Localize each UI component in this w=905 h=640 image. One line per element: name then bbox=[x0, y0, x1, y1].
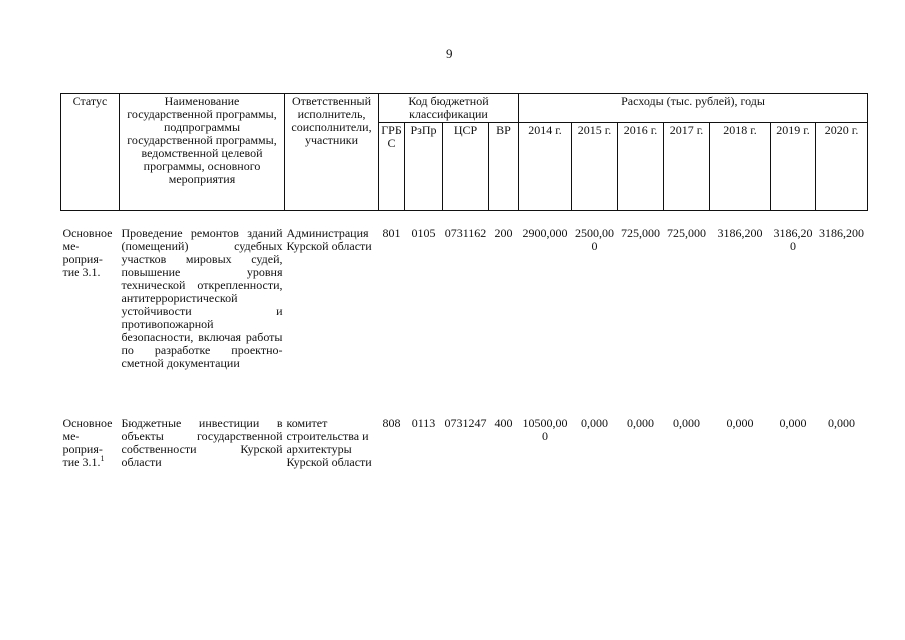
table-row bbox=[61, 225, 868, 415]
table-header bbox=[61, 94, 868, 211]
header-expenses: Расходы (тыс. рублей), годы bbox=[519, 94, 868, 123]
row-responsible: комитет строительства и архитектуры Курской области bbox=[286, 416, 372, 469]
header-year: 2020 г. bbox=[816, 123, 868, 211]
row-value: 0,000 bbox=[726, 416, 754, 430]
row-value: 3186,200 bbox=[773, 226, 813, 253]
row-value: 0,000 bbox=[627, 416, 654, 430]
budget-table bbox=[60, 93, 868, 470]
row-status: Основное ме-роприя-тие 3.1. bbox=[62, 226, 113, 279]
header-vr: ВР bbox=[489, 123, 519, 211]
row-rzpr: 0105 bbox=[411, 226, 436, 240]
header-grbs: ГРБС bbox=[379, 123, 405, 211]
row-value: 3186,200 bbox=[819, 226, 865, 240]
header-year: 2018 г. bbox=[710, 123, 771, 211]
header-csr: ЦСР bbox=[443, 123, 489, 211]
row-value: 725,000 bbox=[667, 226, 706, 240]
header-responsible: Ответственный исполнитель, соисполнители, участники bbox=[285, 94, 379, 211]
header-rzpr: РзПр bbox=[405, 123, 443, 211]
row-value: 10500,000 bbox=[522, 416, 568, 443]
row-value: 2500,000 bbox=[575, 226, 614, 253]
row-value: 2900,000 bbox=[522, 226, 568, 240]
row-responsible: Администрация Курской области bbox=[286, 226, 372, 253]
header-year: 2017 г. bbox=[664, 123, 710, 211]
row-value: 725,000 bbox=[621, 226, 660, 240]
table-body bbox=[61, 211, 868, 471]
row-value: 0,000 bbox=[779, 416, 807, 430]
row-value: 0,000 bbox=[673, 416, 700, 430]
page-number: 9 bbox=[446, 46, 453, 61]
header-year: 2016 г. bbox=[618, 123, 664, 211]
header-status: Статус bbox=[61, 94, 120, 211]
header-year: 2019 г. bbox=[771, 123, 816, 211]
row-rzpr: 0113 bbox=[411, 416, 436, 430]
header-budget-code: Код бюджетной классификации bbox=[379, 94, 519, 123]
row-grbs: 808 bbox=[382, 416, 401, 430]
row-value: 0,000 bbox=[581, 416, 608, 430]
row-status: Основное ме-роприя-тие 3.1.$^1$ bbox=[62, 416, 113, 469]
row-vr: 400 bbox=[494, 416, 513, 430]
row-csr: 0731162 bbox=[444, 226, 487, 240]
row-value: 3186,200 bbox=[717, 226, 763, 240]
row-value: 0,000 bbox=[828, 416, 856, 430]
row-name: Проведение ремонтов зданий (помещений) судебных участков мировых судей, повышение уровня технической открепленности, антитеррористической устойчивости и противопожарной безопасности, включая работы по разработке проектно-сметной документации bbox=[121, 226, 283, 370]
header-year: 2015 г. bbox=[572, 123, 618, 211]
header-year: 2014 г. bbox=[519, 123, 572, 211]
row-grbs: 801 bbox=[382, 226, 401, 240]
row-vr: 200 bbox=[494, 226, 513, 240]
header-name: Наименование государственной программы, подпрограммы государственной программы, ведомственной целевой программы, основного мероприятия bbox=[120, 94, 285, 211]
row-name: Бюджетные инвестиции в объекты государственной собственности Курской области bbox=[121, 416, 283, 469]
row-csr: 0731247 bbox=[444, 416, 487, 430]
table-row bbox=[61, 415, 868, 470]
